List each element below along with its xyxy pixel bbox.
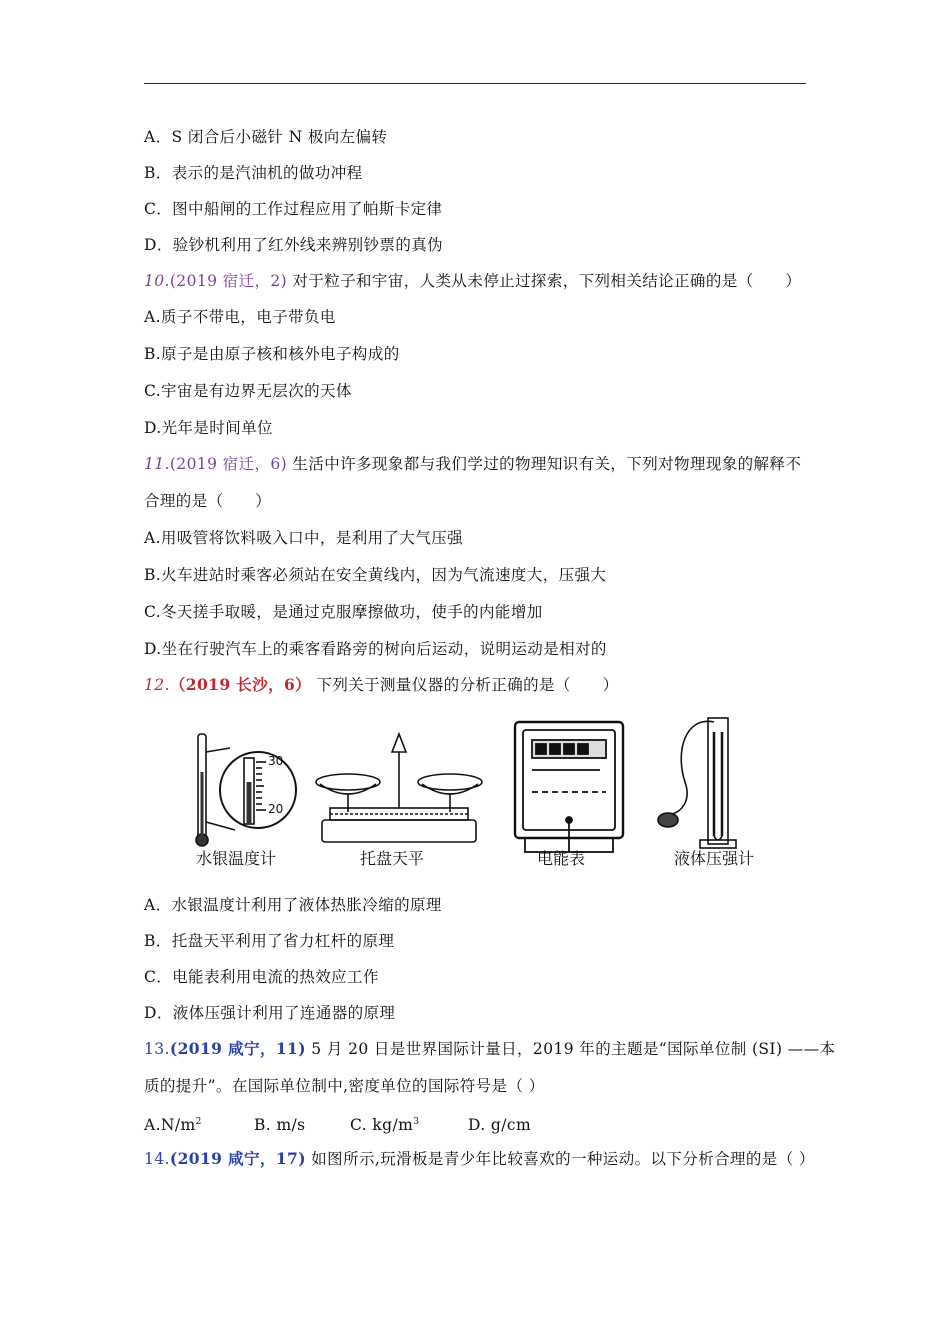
q11-option-c: C.冬天搓手取暖，是通过克服摩擦做功，使手的内能增加 (144, 603, 543, 621)
q14-source: (2019 咸宁，17) (169, 1149, 306, 1168)
q11-source: (2019 宿迁，6) (169, 455, 288, 473)
tray-balance-drawing (316, 734, 482, 842)
thermometer-tick-30: 30 (268, 754, 284, 768)
q12-option-d: D．液体压强计利用了连通器的原理 (144, 1004, 396, 1022)
q9-option-c: C．图中船闸的工作过程应用了帕斯卡定律 (144, 200, 443, 218)
caption-liquid-pressure-gauge: 液体压强计 (674, 849, 755, 868)
q10-source: (2019 宿迁，2) (169, 272, 288, 290)
q12-number: 12. (144, 676, 170, 694)
q12-option-c: C．电能表利用电流的热效应工作 (144, 968, 379, 986)
q11-stem-continued: 合理的是（ ） (144, 492, 272, 510)
q14-stem-text: 如图所示,玩滑板是青少年比较喜欢的一种运动。以下分析合理的是（ ） (305, 1150, 815, 1168)
electric-meter-drawing (515, 722, 623, 852)
q13-source: (2019 咸宁，11) (169, 1039, 306, 1058)
q13-option-a-text: A.N/m (144, 1116, 196, 1135)
q10-option-c: C.宇宙是有边界无层次的天体 (144, 382, 352, 400)
q9-option-d: D．验钞机利用了红外线来辨别钞票的真伪 (144, 236, 444, 254)
q13-stem-text: 5 月 20 日是世界国际计量日，2019 年的主题是“国际单位制 (SI) ——本 (305, 1040, 836, 1058)
q10-stem (144, 271, 801, 291)
q13-number: 13. (144, 1040, 170, 1058)
instruments-figure (180, 712, 800, 882)
q13-stem (144, 1039, 835, 1059)
q13-option-a (144, 1112, 254, 1135)
q9-option-b: B．表示的是汽油机的做功冲程 (144, 164, 363, 182)
q11-number: 11. (144, 455, 170, 473)
q10-option-a: A.质子不带电，电子带负电 (144, 308, 336, 326)
q13-option-b: B. m/s (254, 1116, 306, 1135)
q11-option-a: A.用吸管将饮料吸入口中，是利用了大气压强 (144, 529, 464, 547)
q10-number: 10. (144, 272, 170, 290)
liquid-pressure-gauge-drawing (658, 718, 736, 848)
q11-option-b: B.火车进站时乘客必须站在安全黄线内，因为气流速度大，压强大 (144, 566, 607, 584)
q14-number: 14. (144, 1150, 170, 1168)
q13-option-c-exponent: 3 (413, 1117, 420, 1127)
caption-mercury-thermometer: 水银温度计 (196, 849, 277, 868)
q9-option-a: A．S 闭合后小磁针 N 极向左偏转 (144, 128, 388, 146)
q13-option-d: D. g/cm (468, 1116, 532, 1135)
q13-options (144, 1112, 531, 1135)
q12-option-a: A．水银温度计利用了液体热胀冷缩的原理 (144, 896, 442, 914)
q10-stem-text: 对于粒子和宇宙，人类从未停止过探索，下列相关结论正确的是（ ） (287, 272, 802, 290)
mercury-thermometer-drawing (196, 734, 296, 846)
q12-stem-text: 下列关于测量仪器的分析正确的是（ ） (311, 676, 619, 694)
q10-option-b: B.原子是由原子核和核外电子构成的 (144, 345, 400, 363)
q10-option-d: D.光年是时间单位 (144, 419, 273, 437)
q12-option-b: B．托盘天平利用了省力杠杆的原理 (144, 932, 395, 950)
header-rule (144, 83, 806, 84)
q11-option-d: D.坐在行驶汽车上的乘客看路旁的树向后运动，说明运动是相对的 (144, 640, 607, 658)
q14-stem (144, 1149, 815, 1169)
q12-stem (144, 675, 619, 695)
q12-source: （2019 长沙，6） (169, 675, 312, 694)
q11-stem-text: 生活中许多现象都与我们学过的物理知识有关，下列对物理现象的解释不 (287, 455, 802, 473)
caption-electric-meter: 电能表 (537, 849, 586, 868)
q13-option-a-exponent: 2 (195, 1117, 202, 1127)
caption-tray-balance: 托盘天平 (360, 849, 425, 868)
q13-option-c-text: C. kg/m (350, 1116, 414, 1135)
q11-stem (144, 454, 801, 474)
q13-option-c (350, 1112, 468, 1135)
thermometer-tick-20: 20 (268, 802, 284, 816)
q13-stem-continued: 质的提升”。在国际单位制中,密度单位的国际符号是（ ） (144, 1077, 545, 1095)
